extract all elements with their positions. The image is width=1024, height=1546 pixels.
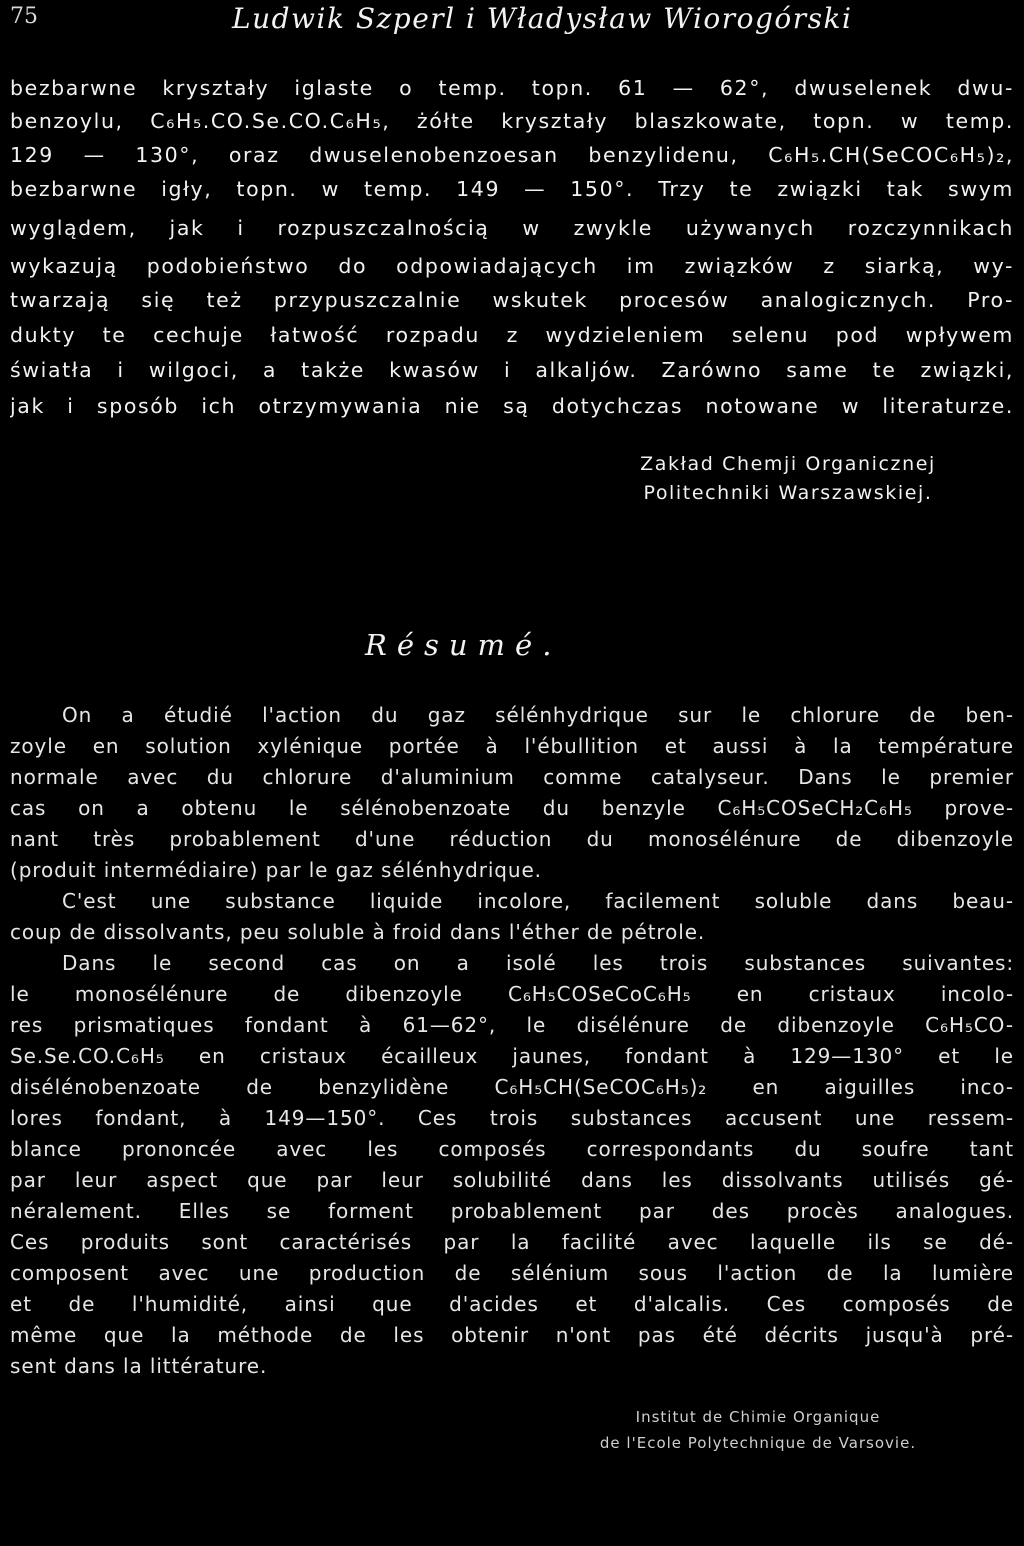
text-line: 129 — 130°, oraz dwuselenobenzoesan benzylidenu, C₆H₅.CH(SeCOC₆H₅)₂,	[10, 143, 1014, 167]
text-line: Se.Se.CO.C₆H₅ en cristaux écailleux jaunes, fondant à 129—130° et le	[10, 1044, 1014, 1068]
text-line: lores fondant, à 149—150°. Ces trois substances accusent une ressem-	[10, 1106, 1014, 1130]
affiliation-line: Zakład Chemji Organicznej	[640, 453, 936, 475]
text-line: le monosélénure de dibenzoyle C₆H₅COSeCoC₆H₅ en cristaux incolo-	[10, 982, 1014, 1006]
running-title: Ludwik Szperl i Władysław Wiorogórski	[232, 2, 853, 35]
text-line: Ces produits sont caractérisés par la facilité avec laquelle ils se dé-	[10, 1230, 1014, 1254]
text-line: cas on a obtenu le sélénobenzoate du benzyle C₆H₅COSeCH₂C₆H₅ prove-	[10, 796, 1014, 820]
text-line: C'est une substance liquide incolore, facilement soluble dans beau-	[62, 889, 1014, 913]
text-line: światła i wilgoci, a także kwasów i alkaljów. Zarówno same te związki,	[10, 358, 1014, 382]
text-line: On a étudié l'action du gaz sélénhydrique sur le chlorure de ben-	[62, 703, 1014, 727]
text-line: bezbarwne kryształy iglaste o temp. topn. 61 — 62°, dwuselenek dwu-	[10, 76, 1014, 100]
resume-heading: Résumé.	[365, 628, 562, 662]
text-line: même que la méthode de les obtenir n'ont pas été décrits jusqu'à pré-	[10, 1323, 1014, 1347]
text-line: nant très probablement d'une réduction du monosélénure de dibenzoyle	[10, 827, 1014, 851]
text-line: wykazują podobieństwo do odpowiadających im związków z siarką, wy-	[10, 254, 1014, 278]
text-line: blance prononcée avec les composés correspondants du soufre tant	[10, 1137, 1014, 1161]
page-number: 75	[10, 4, 38, 29]
running-head	[0, 2, 1024, 36]
text-line: coup de dissolvants, peu soluble à froid dans l'éther de pétrole.	[10, 920, 706, 944]
text-line: Dans le second cas on a isolé les trois substances suivantes:	[62, 951, 1014, 975]
text-line: res prismatiques fondant à 61—62°, le disélénure de dibenzoyle C₆H₅CO-	[10, 1013, 1014, 1037]
text-line: bezbarwne igły, topn. w temp. 149 — 150°. Trzy te związki tak swym	[10, 177, 1014, 201]
text-line: benzoylu, C₆H₅.CO.Se.CO.C₆H₅, żółte kryształy blaszkowate, topn. w temp.	[10, 109, 1014, 133]
text-line: composent avec une production de sélénium sous l'action de la lumière	[10, 1261, 1014, 1285]
text-line: par leur aspect que par leur solubilité dans les dissolvants utilisés gé-	[10, 1168, 1014, 1192]
text-line: dukty te cechuje łatwość rozpadu z wydzieleniem selenu pod wpływem	[10, 323, 1014, 347]
text-line: wyglądem, jak i rozpuszczalnością w zwykle używanych rozczynnikach	[10, 216, 1014, 240]
text-line: twarzają się też przypuszczalnie wskutek procesów analogicznych. Pro-	[10, 288, 1014, 312]
text-line: zoyle en solution xylénique portée à l'ébullition et aussi à la température	[10, 734, 1014, 758]
french-affiliation-line: de l'Ecole Polytechnique de Varsovie.	[599, 1434, 917, 1452]
text-line: jak i sposób ich otrzymywania nie są dotychczas notowane w literaturze.	[10, 394, 1014, 418]
affiliation-line: Politechniki Warszawskiej.	[643, 482, 933, 504]
text-line: et de l'humidité, ainsi que d'acides et d'alcalis. Ces composés de	[10, 1292, 1014, 1316]
text-line: normale avec du chlorure d'aluminium comme catalyseur. Dans le premier	[10, 765, 1014, 789]
text-line: néralement. Elles se forment probablement par des procès analogues.	[10, 1199, 1014, 1223]
text-line: sent dans la littérature.	[10, 1354, 268, 1378]
text-line: (produit intermédiaire) par le gaz sélénhydrique.	[10, 858, 542, 882]
french-affiliation-line: Institut de Chimie Organique	[635, 1408, 881, 1426]
text-line: disélénobenzoate de benzylidène C₆H₅CH(SeCOC₆H₅)₂ en aiguilles inco-	[10, 1075, 1014, 1099]
